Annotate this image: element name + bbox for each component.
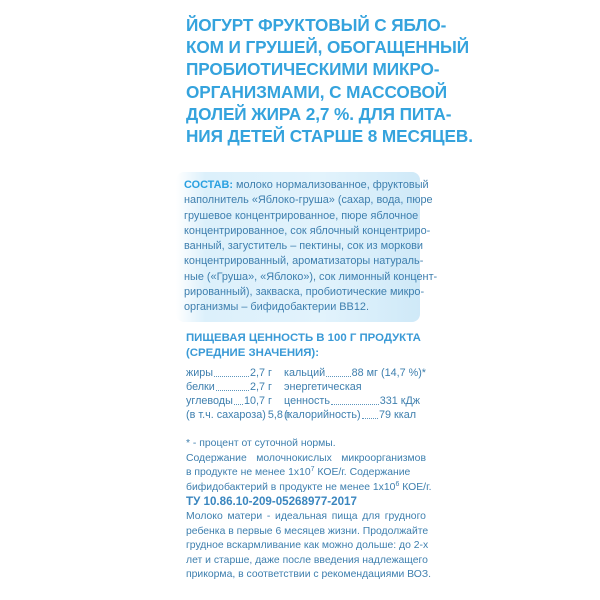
- lactic-note-line: [186, 466, 426, 481]
- composition-line: рированный), закваска, пробиотические микро-: [184, 286, 425, 299]
- nutrient-name: белки: [186, 381, 215, 393]
- bifido-text: КОЕ/г.: [399, 481, 432, 493]
- nutrition-row-calories: [284, 408, 416, 422]
- nutrient-name: (калорийность): [284, 409, 361, 421]
- composition-line: концентрированный, ароматизаторы натураль-: [184, 255, 424, 268]
- nutrition-energy-label: [284, 380, 426, 394]
- breast-milk-note-line: [186, 510, 426, 525]
- composition-text: [184, 178, 438, 316]
- title-line: ЙОГУРТ ФРУКТОВЫЙ С ЯБЛО-: [186, 15, 447, 35]
- word: молочнокислых: [256, 452, 332, 464]
- bifido-text: бифидобактерий в продукте не менее 1x10: [186, 481, 396, 493]
- breast-milk-note-line: лет и старше, даже после введения надлежащего: [186, 554, 428, 566]
- nutrient-name: жиры: [186, 367, 214, 379]
- nutrition-row-fat: [186, 366, 272, 380]
- lactic-text: КОЕ/г. Содержание: [314, 467, 411, 479]
- nutrient-name: ценность: [284, 395, 330, 407]
- composition-line: ные («Груша», «Яблоко»), сок лимонный концент-: [184, 270, 438, 283]
- title-line: НИЯ ДЕТЕЙ СТАРШЕ 8 МЕСЯЦЕВ.: [186, 126, 473, 147]
- composition-line: грушевое концентрированное, пюре яблочное: [184, 209, 419, 222]
- title-line: ДОЛЕЙ ЖИРА 2,7 %. ДЛЯ ПИТА-: [186, 103, 452, 124]
- daily-norm-note: * - процент от суточной нормы.: [186, 438, 336, 449]
- nutrient-value: 331 кДж: [379, 395, 420, 407]
- word: грудного: [384, 510, 426, 522]
- nutrition-heading-line: ПИЩЕВАЯ ЦЕННОСТЬ В 100 Г ПРОДУКТА: [186, 332, 421, 344]
- word: -: [266, 510, 271, 522]
- word: Молоко: [186, 510, 223, 522]
- composition-box: [176, 172, 438, 322]
- lactic-text: в продукте не менее 1x10: [186, 467, 311, 479]
- bifido-note-line: [186, 480, 432, 496]
- composition-line: концентрированное, сок яблочный концентриро-: [184, 224, 431, 237]
- nutrition-heading-line: (СРЕДНИЕ ЗНАЧЕНИЯ):: [186, 347, 320, 359]
- word: идеальная: [275, 510, 328, 522]
- footnotes: [186, 437, 432, 583]
- word: Содержание: [186, 452, 247, 464]
- nutrient-value: 88 мг (14,7 %)*: [351, 367, 426, 379]
- word: матери: [227, 510, 263, 522]
- nutrient-value: 5,8 г: [267, 409, 290, 421]
- lactic-exponent: 7: [310, 466, 315, 474]
- tech-spec-code: ТУ 10.86.10-209-05268977-2017: [186, 495, 357, 509]
- composition-line: наполнитель «Яблоко-груша» (сахар, вода, пюре: [184, 194, 433, 207]
- nutrition-row-energy: [284, 394, 420, 408]
- composition-first-line: [184, 178, 429, 193]
- nutrient-value: 2,7 г: [250, 381, 272, 393]
- breast-milk-note-line: прикорма, в соответствии с рекомендациями ВОЗ.: [186, 569, 432, 581]
- nutrient-name: (в т.ч. сахароза): [186, 409, 266, 421]
- word: микроорганизмов: [341, 452, 426, 464]
- nutrient-value: 79 ккал: [379, 409, 416, 421]
- nutrition-row-protein: [186, 380, 272, 394]
- nutrient-name: кальций: [284, 367, 326, 379]
- composition-text-start: молоко нормализованное, фруктовый: [232, 179, 429, 191]
- title-line: КОМ И ГРУШЕЙ, ОБОГАЩЕННЫЙ: [186, 37, 470, 58]
- lactic-note-line: [186, 452, 426, 467]
- nutrient-value: 10,7 г: [244, 395, 272, 407]
- title-line: ПРОБИОТИЧЕСКИМИ МИКРО-: [186, 59, 440, 80]
- breast-milk-note-line: ребенка в первые 6 месяцев жизни. Продолжайте: [186, 525, 429, 537]
- bifido-exponent: 6: [395, 480, 400, 488]
- word: для: [362, 510, 380, 522]
- breast-milk-note-line: грудное вскармливание как можно дольше: до 2-х: [186, 540, 429, 552]
- nutrient-name: энергетическая: [284, 381, 362, 393]
- nutrition-row-calcium: [284, 366, 426, 380]
- title-line: ОРГАНИЗМАМИ, С МАССОВОЙ: [186, 81, 448, 102]
- word: пища: [331, 510, 358, 522]
- composition-line: организмы – бифидобактерии BB12.: [184, 301, 369, 314]
- nutrition-row-sucrose: [186, 408, 290, 422]
- composition-line: ванный, загуститель – пектины, сок из моркови: [184, 240, 424, 253]
- nutrient-name: углеводы: [186, 395, 233, 407]
- composition-label: СОСТАВ:: [184, 179, 233, 191]
- product-title: [186, 14, 473, 147]
- nutrient-value: 2,7 г: [250, 367, 272, 379]
- nutrition-heading: [186, 331, 426, 361]
- nutrition-row-carbs: [186, 394, 272, 408]
